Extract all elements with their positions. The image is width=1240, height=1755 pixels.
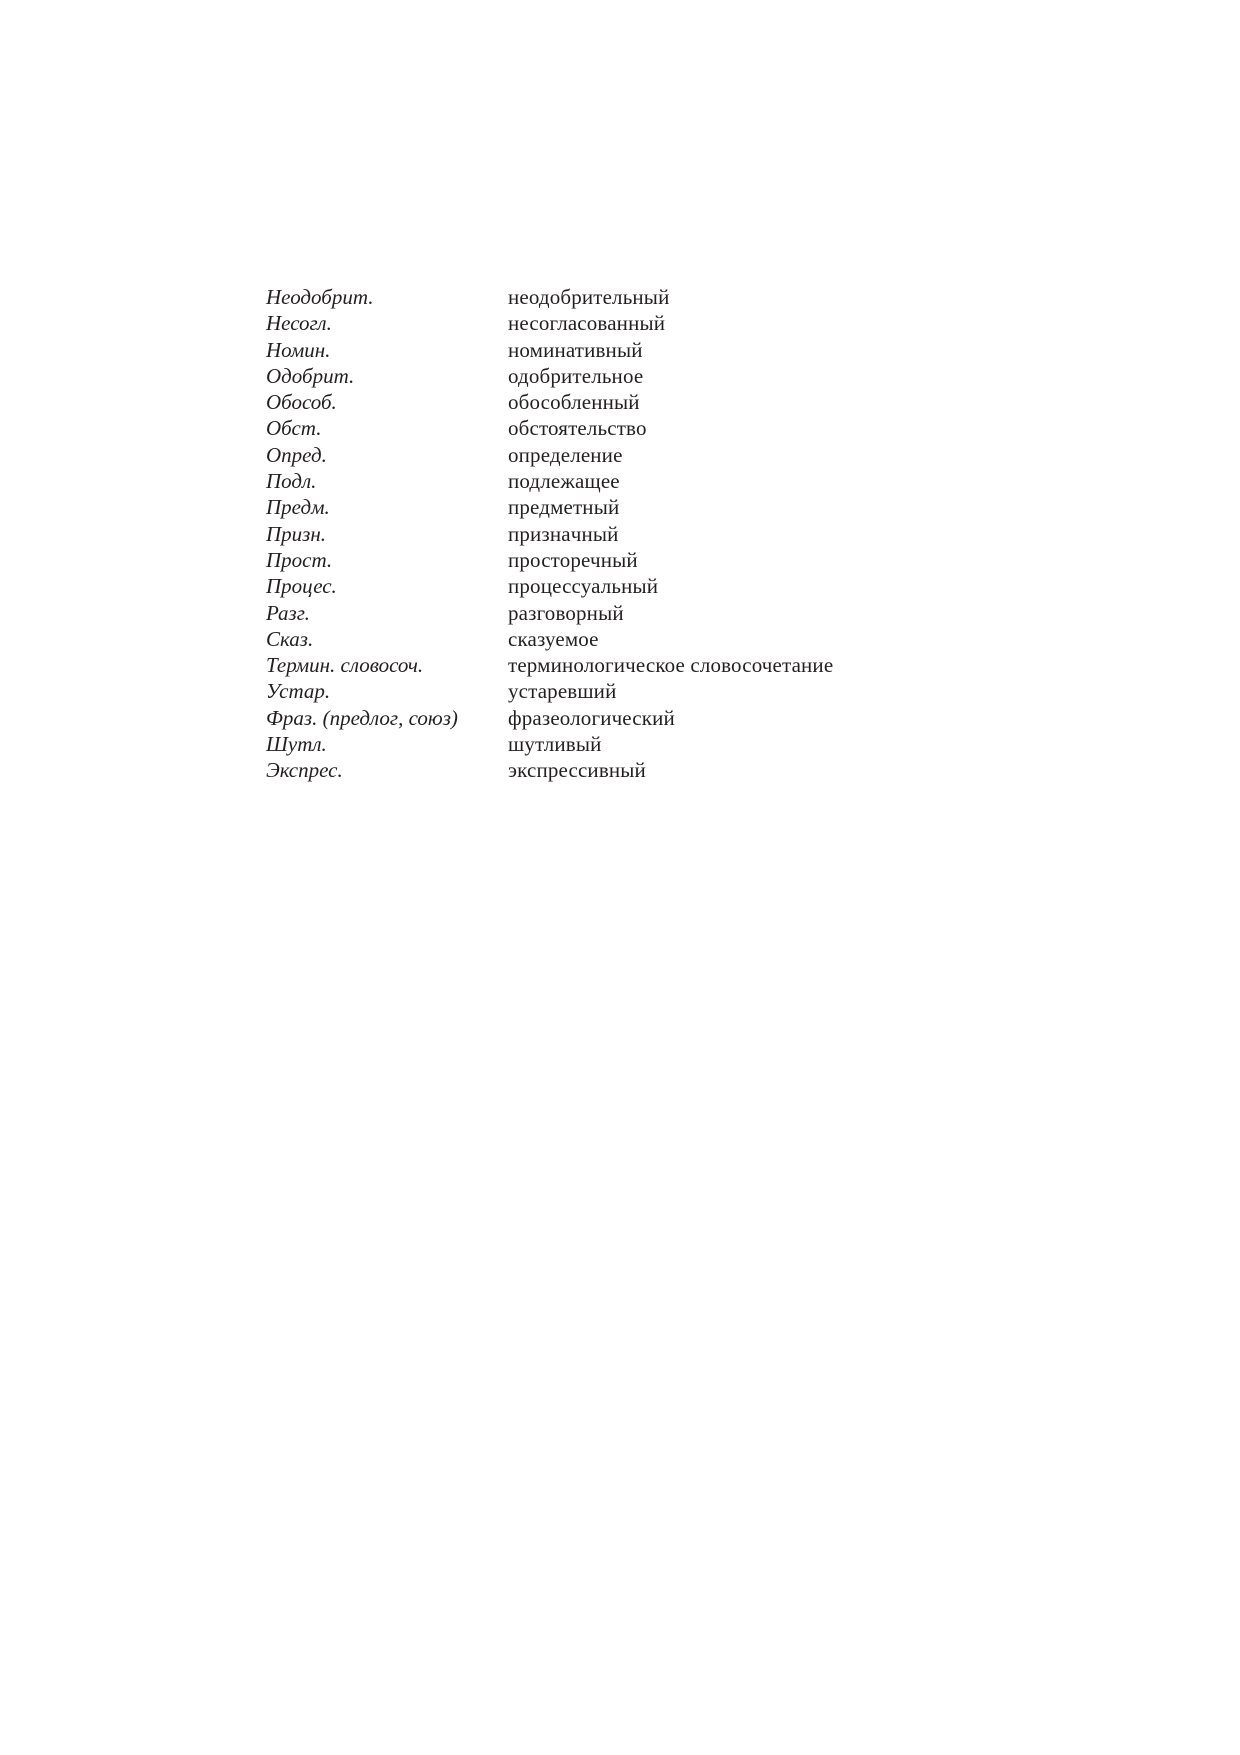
abbreviation-meaning: терминологическое словосочетание	[508, 653, 834, 678]
abbreviation-term: Обст.	[266, 416, 322, 441]
abbreviation-row	[266, 573, 833, 599]
abbreviation-term: Устар.	[266, 679, 331, 704]
abbreviation-row	[266, 363, 833, 389]
abbreviation-meaning: предметный	[508, 495, 620, 520]
abbreviation-row	[266, 652, 833, 678]
abbreviation-meaning: разговорный	[508, 600, 624, 625]
abbreviation-meaning: шутливый	[508, 732, 602, 757]
abbreviation-term: Несогл.	[266, 311, 332, 336]
abbreviation-meaning: подлежащее	[508, 469, 620, 494]
abbreviation-term: Сказ.	[266, 626, 314, 651]
abbreviation-meaning: просторечный	[508, 547, 638, 572]
abbreviation-row	[266, 626, 833, 652]
abbreviation-list	[266, 284, 833, 784]
abbreviation-meaning: признaчный	[508, 521, 619, 546]
abbreviation-term: Предм.	[266, 495, 330, 520]
abbreviation-row	[266, 705, 833, 731]
abbreviation-row	[266, 678, 833, 704]
abbreviation-term: Опред.	[266, 442, 327, 467]
abbreviation-term: Прост.	[266, 547, 333, 572]
abbreviation-row	[266, 468, 833, 494]
abbreviation-meaning: обособленный	[508, 390, 640, 415]
abbreviation-meaning: фразеологический	[508, 705, 675, 730]
abbreviation-meaning: неодобрительный	[508, 285, 670, 309]
abbreviation-term: Номин.	[266, 337, 331, 362]
abbreviation-term: Процес.	[266, 574, 337, 599]
abbreviation-row	[266, 494, 833, 520]
abbreviation-meaning: обстоятельство	[508, 416, 647, 441]
abbreviation-term: Обособ.	[266, 390, 337, 415]
abbreviation-meaning: процессуальный	[508, 574, 659, 599]
abbreviation-term: Одобрит.	[266, 363, 355, 388]
abbreviation-row	[266, 600, 833, 626]
abbreviation-row	[266, 521, 833, 547]
abbreviation-row	[266, 284, 833, 310]
abbreviation-row	[266, 731, 833, 757]
abbreviation-term: Фраз. (предлог, союз)	[266, 705, 458, 730]
abbreviation-row	[266, 547, 833, 573]
abbreviation-term: Подл.	[266, 469, 317, 494]
abbreviation-row	[266, 442, 833, 468]
abbreviation-term: Разг.	[266, 600, 310, 625]
abbreviation-row	[266, 415, 833, 441]
abbreviation-term: Шутл.	[266, 732, 327, 757]
abbreviation-term: Призн.	[266, 521, 327, 546]
abbreviation-meaning: экспрессивный	[508, 758, 646, 783]
abbreviation-row	[266, 389, 833, 415]
abbreviation-meaning: устаревший	[508, 679, 617, 704]
abbreviation-row	[266, 310, 833, 336]
abbreviation-term: Экспрес.	[266, 758, 343, 783]
abbreviation-row	[266, 757, 833, 783]
abbreviation-meaning: номинативный	[508, 337, 643, 362]
abbreviation-term: Неодобрит.	[266, 285, 374, 309]
abbreviation-meaning: одобрительное	[508, 363, 644, 388]
abbreviation-meaning: сказуемое	[508, 626, 599, 651]
abbreviation-row	[266, 337, 833, 363]
abbreviation-meaning: определение	[508, 442, 623, 467]
abbreviation-meaning: несогласованный	[508, 311, 666, 336]
abbreviation-term: Термин. словосоч.	[266, 653, 424, 678]
